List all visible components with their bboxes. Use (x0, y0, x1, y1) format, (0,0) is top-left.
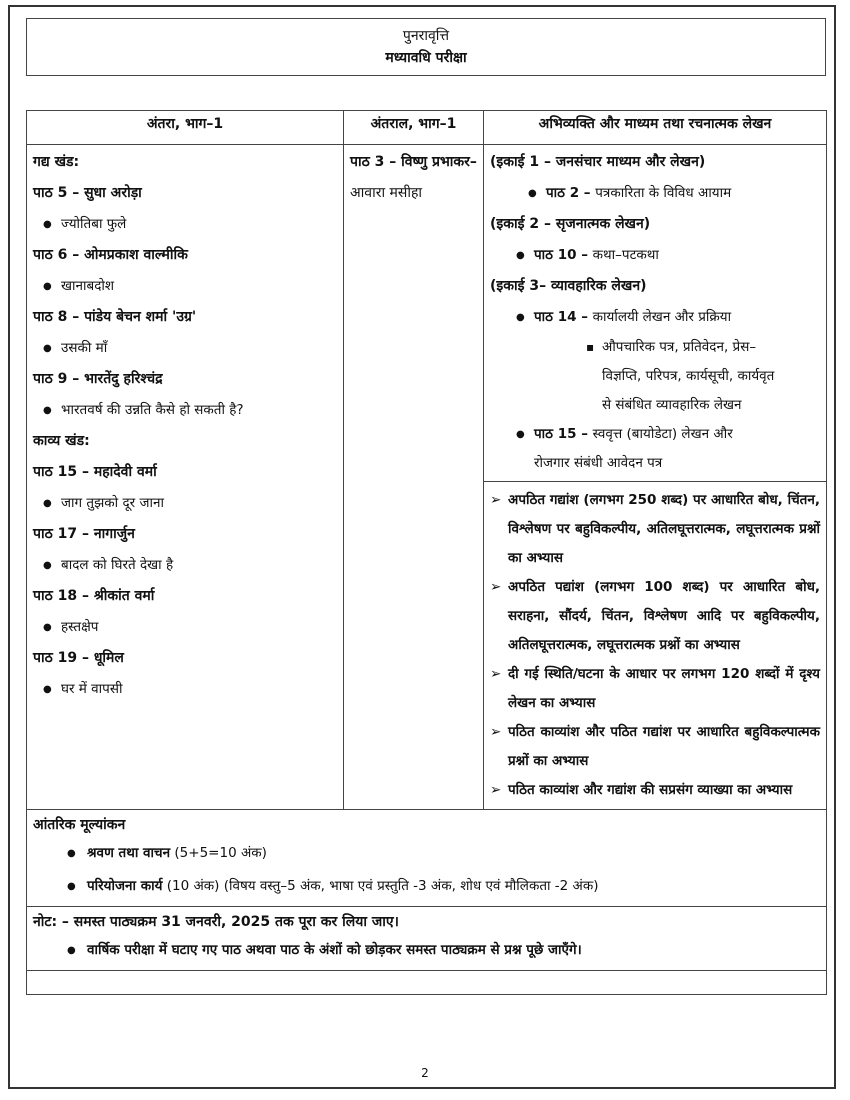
internal-item-detail: (5+5=10 अंक) (170, 845, 267, 861)
unit-lesson-name: कथा–पटकथा (592, 247, 659, 263)
antara-cell (27, 145, 344, 810)
unit-lesson-name: स्ववृत्त (बायोडेटा) लेखन और (592, 426, 733, 442)
internal-assessment-title: आंतरिक मूल्यांकन (33, 817, 126, 833)
note-cell (27, 907, 827, 971)
column-header-antaral: अंतराल, भाग–1 (344, 111, 484, 145)
practice-item: ➢ अपठित गद्यांश (लगभग 250 शब्द) पर आधारित बोध, चिंतन, विश्लेषण पर बहुविकल्पीय, अतिलघूत्तरात्मक, लघूत्तरात्मक प्रश्नों का अभ्यास (490, 486, 820, 573)
lesson-title: पाठ 5 – सुधा अरोड़ा (33, 185, 142, 201)
unit-lesson (490, 240, 820, 271)
abhivyakti-units-cell (484, 145, 827, 482)
note-bullet: ● वार्षिक परीक्षा में घटाए गए पाठ अथवा पाठ के अंशों को छोड़कर समस्त पाठ्यक्रम से प्रश्न पूछे जाएँगे। (33, 934, 820, 967)
lesson-title: पाठ 17 – नागार्जुन (33, 526, 135, 542)
internal-assessment-cell (27, 810, 827, 907)
unit-lesson (490, 420, 820, 478)
lesson-title: पाठ 15 – महादेवी वर्मा (33, 464, 157, 480)
unit-sub-line: औपचारिक पत्र, प्रतिवेदन, प्रेस– (602, 339, 757, 355)
antaral-lesson-name: आवारा मसीहा (350, 185, 423, 201)
antaral-lesson (350, 147, 477, 209)
unit-lesson (490, 178, 820, 209)
practice-item: ➢ दी गई स्थिति/घटना के आधार पर लगभग 120 शब्दों में दृश्य लेखन का अभ्यास (490, 660, 820, 718)
unit-lesson-number: पाठ 2 – (546, 185, 596, 201)
practice-item: ➢ अपठित पद्यांश (लगभग 100 शब्द) पर आधारित बोध, सराहना, सौंदर्य, चिंतन, विश्लेषण आदि पर बहुविकल्पीय, अतिलघूत्तरात्मक, लघूत्तरात्मक प्रश्नों का अभ्यास (490, 573, 820, 660)
note-row (27, 907, 827, 971)
lesson-item: ● भारतवर्ष की उन्नति कैसे हो सकती है? (33, 395, 337, 426)
unit-heading: (इकाई 1 – जनसंचार माध्यम और लेखन) (490, 154, 706, 170)
unit-sub-line: से संबंधित व्यावहारिक लेखन (602, 397, 742, 413)
lesson-title: पाठ 19 – धूमिल (33, 650, 124, 666)
unit-lesson-number: पाठ 14 – (534, 309, 593, 325)
column-header-abhivyakti: अभिव्यक्ति और माध्यम तथा रचनात्मक लेखन (484, 111, 827, 145)
note-text: नोट: – समस्त पाठ्यक्रम 31 जनवरी, 2025 तक पूरा कर लिया जाए। (33, 914, 399, 930)
lesson-item: ● घर में वापसी (33, 674, 337, 705)
kavya-khand-heading: काव्य खंड: (33, 433, 90, 449)
practice-item: ➢ पठित काव्यांश और गद्यांश की सप्रसंग व्याख्या का अभ्यास (490, 776, 820, 805)
lesson-item: ● बादल को घिरते देखा है (33, 550, 337, 581)
lesson-item: ● ज्योतिबा फुले (33, 209, 337, 240)
antaral-lesson-title: पाठ 3 – विष्णु प्रभाकर– (350, 154, 477, 170)
internal-item (33, 870, 820, 903)
empty-cell (27, 971, 827, 995)
gadya-khand-heading: गद्य खंड: (33, 154, 80, 170)
unit-sub-line: विज्ञप्ति, परिपत्र, कार्यसूची, कार्यवृत (602, 368, 775, 384)
lesson-item: ● हस्तक्षेप (33, 612, 337, 643)
column-header-row (27, 111, 827, 145)
unit-lesson-number: पाठ 15 – (534, 426, 593, 442)
unit-lesson-number: पाठ 10 – (534, 247, 593, 263)
column-header-antara: अंतरा, भाग–1 (27, 111, 344, 145)
empty-row (27, 971, 827, 995)
lesson-title: पाठ 9 – भारतेंदु हरिश्चंद्र (33, 371, 163, 387)
internal-item (33, 837, 820, 870)
antaral-cell (344, 145, 484, 810)
header-box (26, 18, 826, 76)
practice-cell (484, 482, 827, 810)
unit-lesson-name: कार्यालयी लेखन और प्रक्रिया (592, 309, 732, 325)
internal-item-label: परियोजना कार्य (87, 878, 163, 894)
lesson-title: पाठ 18 – श्रीकांत वर्मा (33, 588, 155, 604)
practice-item: ➢ पठित काव्यांश और पठित गद्यांश पर आधारित बहुविकल्पात्मक प्रश्नों का अभ्यास (490, 718, 820, 776)
internal-assessment-row (27, 810, 827, 907)
page-number: 2 (421, 1066, 429, 1080)
syllabus-table (26, 110, 827, 995)
lesson-item: ● खानाबदोश (33, 271, 337, 302)
content-row (27, 145, 827, 482)
unit-heading: (इकाई 2 – सृजनात्मक लेखन) (490, 216, 651, 232)
unit-sub-item (490, 333, 820, 420)
unit-heading: (इकाई 3– व्यावहारिक लेखन) (490, 278, 647, 294)
lesson-item: ● जाग तुझको दूर जाना (33, 488, 337, 519)
internal-item-detail: (10 अंक) (विषय वस्तु–5 अंक, भाषा एवं प्रस्तुति -3 अंक, शोध एवं मौलिकता -2 अंक) (162, 878, 599, 894)
page-subtitle: मध्यावधि परीक्षा (385, 50, 467, 66)
unit-lesson (490, 302, 820, 333)
unit-lesson-name-cont: रोजगार संबंधी आवेदन पत्र (534, 455, 663, 471)
lesson-title: पाठ 8 – पांडेय बेचन शर्मा 'उग्र' (33, 309, 197, 325)
internal-item-label: श्रवण तथा वाचन (87, 845, 171, 861)
page-title: पुनरावृत्ति (402, 28, 450, 44)
unit-lesson-name: पत्रकारिता के विविध आयाम (595, 185, 732, 201)
lesson-item: ● उसकी माँ (33, 333, 337, 364)
lesson-title: पाठ 6 – ओमप्रकाश वाल्मीकि (33, 247, 188, 263)
